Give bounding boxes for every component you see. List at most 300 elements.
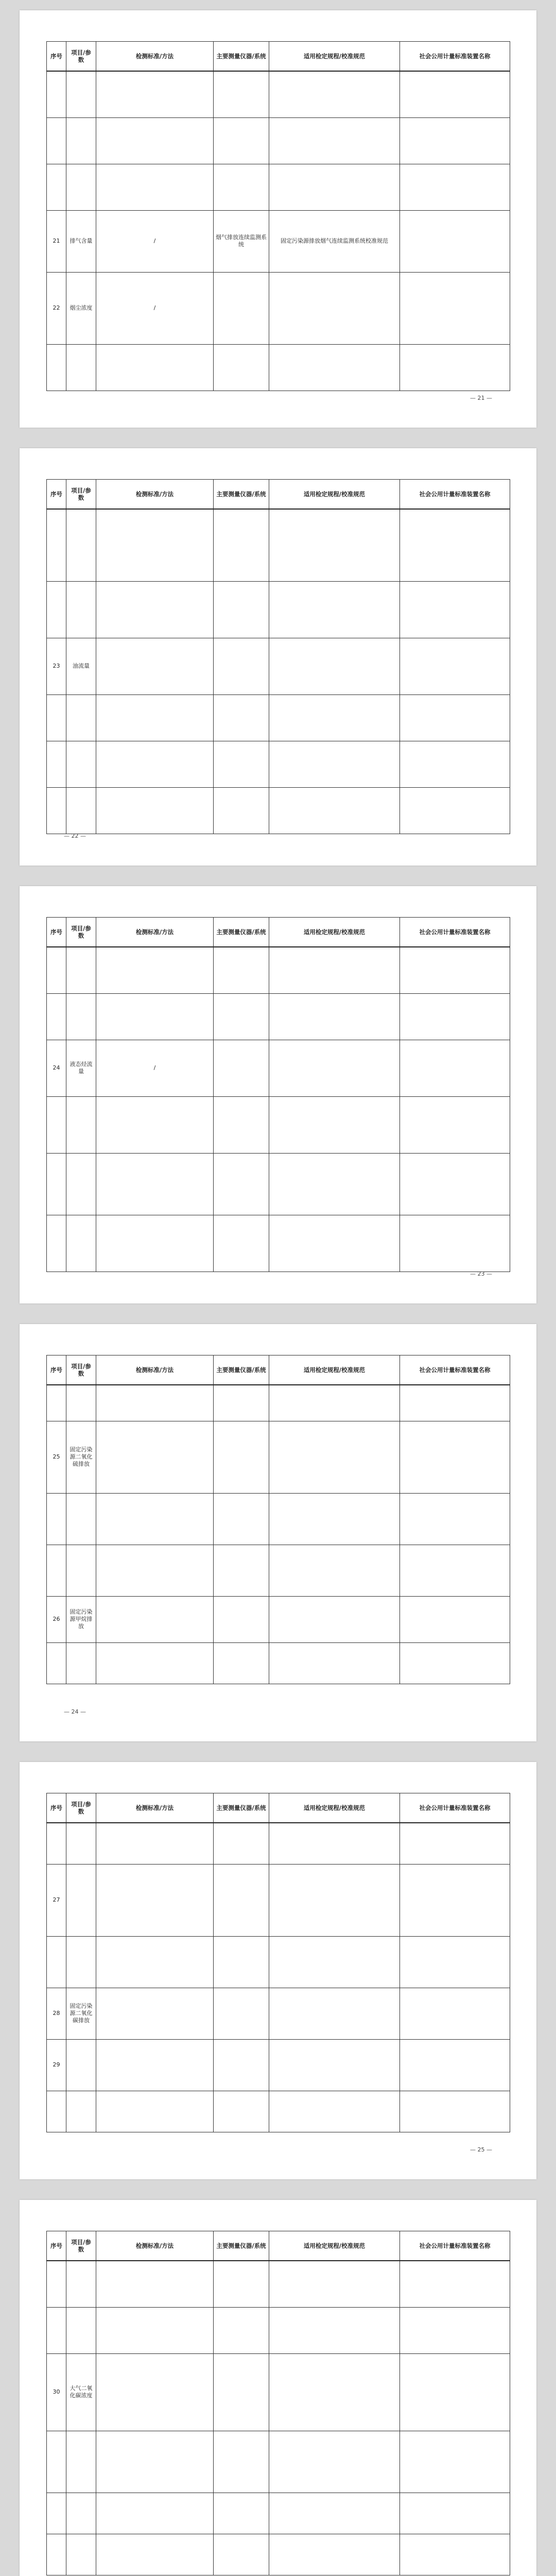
cell-instrument [214, 344, 269, 391]
cell-param: 固定污染源二氧化硫排放 [66, 1421, 96, 1493]
cell-method [96, 117, 214, 164]
cell-procedure [269, 694, 400, 741]
cell-instrument [214, 694, 269, 741]
cell-procedure [269, 272, 400, 344]
header-param: 项目/参数 [66, 42, 96, 72]
cell-procedure [269, 1421, 400, 1493]
cell-instrument [214, 509, 269, 581]
standards-table [46, 2231, 510, 2575]
header-standard: 社会公用计量标准装置名称 [400, 1355, 510, 1385]
cell-procedure [269, 2353, 400, 2431]
cell-no [47, 2307, 66, 2353]
cell-instrument [214, 1153, 269, 1215]
cell-no: 28 [47, 1988, 66, 2039]
cell-standard [400, 164, 510, 210]
cell-standard [400, 1988, 510, 2039]
header-param: 项目/参数 [66, 1793, 96, 1823]
cell-instrument [214, 2493, 269, 2534]
cell-procedure [269, 1493, 400, 1545]
cell-instrument [214, 581, 269, 638]
header-procedure: 适用检定规程/校准规范 [269, 1355, 400, 1385]
header-instrument: 主要测量仪器/系统 [214, 42, 269, 72]
cell-param [66, 694, 96, 741]
cell-method [96, 638, 214, 694]
cell-param [66, 2431, 96, 2493]
cell-instrument [214, 117, 269, 164]
header-instrument: 主要测量仪器/系统 [214, 1793, 269, 1823]
cell-param [66, 1096, 96, 1153]
cell-standard [400, 1936, 510, 1988]
cell-no [47, 1153, 66, 1215]
cell-procedure [269, 2431, 400, 2493]
cell-instrument [214, 2261, 269, 2307]
table-header-row [47, 1355, 510, 1385]
cell-method [96, 947, 214, 993]
cell-instrument [214, 741, 269, 787]
cell-procedure [269, 581, 400, 638]
table-row [47, 741, 510, 787]
cell-no [47, 2534, 66, 2575]
cell-method: / [96, 272, 214, 344]
cell-procedure [269, 2091, 400, 2132]
cell-instrument [214, 71, 269, 117]
table-header-row [47, 42, 510, 72]
cell-procedure [269, 117, 400, 164]
cell-procedure [269, 344, 400, 391]
cell-param [66, 741, 96, 787]
table-row [47, 344, 510, 391]
cell-method [96, 1385, 214, 1421]
table-row [47, 787, 510, 834]
cell-standard [400, 1493, 510, 1545]
cell-standard [400, 2534, 510, 2575]
header-instrument: 主要测量仪器/系统 [214, 918, 269, 947]
header-method: 检测标准/方法 [96, 1793, 214, 1823]
cell-standard [400, 2353, 510, 2431]
header-procedure: 适用检定规程/校准规范 [269, 42, 400, 72]
cell-no [47, 1642, 66, 1684]
table-header-row [47, 1793, 510, 1823]
table-row [47, 2307, 510, 2353]
header-param: 项目/参数 [66, 918, 96, 947]
cell-standard [400, 1823, 510, 1864]
cell-no [47, 117, 66, 164]
table-row [47, 993, 510, 1040]
table-row [47, 1215, 510, 1272]
table-row [47, 272, 510, 344]
cell-procedure [269, 1823, 400, 1864]
cell-no: 27 [47, 1864, 66, 1936]
cell-instrument [214, 2307, 269, 2353]
standards-table [46, 1793, 510, 2132]
cell-param [66, 1864, 96, 1936]
table-row [47, 1988, 510, 2039]
cell-procedure [269, 2261, 400, 2307]
cell-param [66, 1642, 96, 1684]
table-header-row [47, 480, 510, 510]
cell-standard [400, 1096, 510, 1153]
document-page [20, 886, 536, 1303]
cell-param [66, 2261, 96, 2307]
table-row [47, 164, 510, 210]
cell-instrument [214, 1864, 269, 1936]
page-number: — 21 — [470, 395, 492, 401]
header-procedure: 适用检定规程/校准规范 [269, 1793, 400, 1823]
cell-no [47, 947, 66, 993]
cell-standard [400, 1596, 510, 1642]
cell-no [47, 993, 66, 1040]
cell-param [66, 947, 96, 993]
cell-no [47, 1823, 66, 1864]
cell-standard [400, 509, 510, 581]
table-row [47, 1936, 510, 1988]
cell-method [96, 1215, 214, 1272]
cell-param [66, 164, 96, 210]
cell-param [66, 117, 96, 164]
cell-procedure [269, 1988, 400, 2039]
cell-no: 30 [47, 2353, 66, 2431]
table-row [47, 638, 510, 694]
cell-standard [400, 1215, 510, 1272]
cell-no [47, 1493, 66, 1545]
cell-no [47, 2431, 66, 2493]
document-page [20, 448, 536, 866]
table-row [47, 2493, 510, 2534]
cell-standard [400, 344, 510, 391]
cell-no [47, 1096, 66, 1153]
cell-no [47, 1215, 66, 1272]
cell-no [47, 2261, 66, 2307]
cell-no [47, 1545, 66, 1596]
cell-param [66, 1215, 96, 1272]
table-row [47, 1493, 510, 1545]
cell-instrument [214, 1040, 269, 1096]
table-row [47, 2261, 510, 2307]
table-row [47, 694, 510, 741]
cell-standard [400, 1040, 510, 1096]
cell-procedure [269, 2039, 400, 2091]
page-number: — 25 — [470, 2146, 492, 2153]
cell-standard [400, 1421, 510, 1493]
cell-no: 25 [47, 1421, 66, 1493]
cell-instrument [214, 1596, 269, 1642]
cell-param [66, 2534, 96, 2575]
cell-standard [400, 71, 510, 117]
cell-no: 22 [47, 272, 66, 344]
cell-method [96, 741, 214, 787]
header-procedure: 适用检定规程/校准规范 [269, 480, 400, 510]
cell-method [96, 1493, 214, 1545]
cell-method [96, 1545, 214, 1596]
cell-method [96, 1642, 214, 1684]
header-procedure: 适用检定规程/校准规范 [269, 2231, 400, 2261]
standards-table [46, 917, 510, 1272]
cell-procedure [269, 1596, 400, 1642]
table-row [47, 1545, 510, 1596]
table-row [47, 581, 510, 638]
cell-param [66, 993, 96, 1040]
cell-no [47, 344, 66, 391]
cell-procedure: 固定污染源排放烟气连续监测系统校准规范 [269, 210, 400, 272]
table-row [47, 1823, 510, 1864]
cell-standard [400, 947, 510, 993]
cell-procedure [269, 2307, 400, 2353]
cell-method [96, 2534, 214, 2575]
table-row [47, 1096, 510, 1153]
cell-instrument [214, 1421, 269, 1493]
cell-param [66, 787, 96, 834]
cell-param [66, 1493, 96, 1545]
cell-standard [400, 2039, 510, 2091]
table-row [47, 2431, 510, 2493]
cell-param: 油流量 [66, 638, 96, 694]
header-method: 检测标准/方法 [96, 480, 214, 510]
cell-procedure [269, 2493, 400, 2534]
cell-param: 大气二氧化碳浓度 [66, 2353, 96, 2431]
standards-table [46, 41, 510, 391]
cell-standard [400, 1642, 510, 1684]
cell-instrument [214, 638, 269, 694]
cell-param [66, 2091, 96, 2132]
cell-standard [400, 210, 510, 272]
cell-procedure [269, 71, 400, 117]
header-no: 序号 [47, 2231, 66, 2261]
cell-no [47, 71, 66, 117]
table-row [47, 509, 510, 581]
cell-method [96, 787, 214, 834]
cell-no [47, 787, 66, 834]
cell-standard [400, 2493, 510, 2534]
cell-instrument [214, 1936, 269, 1988]
table-row [47, 1040, 510, 1096]
cell-instrument [214, 787, 269, 834]
cell-param [66, 71, 96, 117]
header-standard: 社会公用计量标准装置名称 [400, 480, 510, 510]
table-row [47, 1642, 510, 1684]
cell-procedure [269, 2534, 400, 2575]
document-page [20, 2200, 536, 2576]
cell-method [96, 2493, 214, 2534]
table-row [47, 1864, 510, 1936]
cell-no [47, 164, 66, 210]
cell-standard [400, 2091, 510, 2132]
cell-method [96, 1988, 214, 2039]
cell-param [66, 581, 96, 638]
cell-method [96, 694, 214, 741]
standards-table [46, 1355, 510, 1684]
cell-procedure [269, 509, 400, 581]
cell-instrument [214, 947, 269, 993]
cell-procedure [269, 1642, 400, 1684]
cell-method: / [96, 1040, 214, 1096]
cell-param: 固定污染源二氧化碳排放 [66, 1988, 96, 2039]
table-row [47, 1596, 510, 1642]
cell-no [47, 509, 66, 581]
document-page [20, 1762, 536, 2179]
cell-procedure [269, 1215, 400, 1272]
cell-no: 29 [47, 2039, 66, 2091]
cell-instrument [214, 2353, 269, 2431]
cell-method [96, 2431, 214, 2493]
cell-param [66, 509, 96, 581]
cell-method [96, 1096, 214, 1153]
cell-procedure [269, 1385, 400, 1421]
cell-method [96, 509, 214, 581]
cell-standard [400, 2261, 510, 2307]
header-no: 序号 [47, 480, 66, 510]
header-param: 项目/参数 [66, 1355, 96, 1385]
table-row [47, 1385, 510, 1421]
cell-instrument [214, 993, 269, 1040]
cell-method [96, 581, 214, 638]
cell-standard [400, 1545, 510, 1596]
cell-standard [400, 694, 510, 741]
cell-method [96, 1153, 214, 1215]
header-no: 序号 [47, 42, 66, 72]
header-standard: 社会公用计量标准装置名称 [400, 918, 510, 947]
cell-standard [400, 1153, 510, 1215]
cell-no [47, 2091, 66, 2132]
table-row [47, 2039, 510, 2091]
cell-standard [400, 117, 510, 164]
cell-instrument [214, 1823, 269, 1864]
cell-param [66, 1385, 96, 1421]
header-procedure: 适用检定规程/校准规范 [269, 918, 400, 947]
table-header-row [47, 2231, 510, 2261]
table-row [47, 210, 510, 272]
cell-standard [400, 2431, 510, 2493]
cell-instrument [214, 1385, 269, 1421]
table-row [47, 2091, 510, 2132]
cell-instrument [214, 1988, 269, 2039]
cell-param [66, 2039, 96, 2091]
header-standard: 社会公用计量标准装置名称 [400, 2231, 510, 2261]
cell-param: 烟尘浓度 [66, 272, 96, 344]
cell-method [96, 71, 214, 117]
cell-standard [400, 638, 510, 694]
cell-method [96, 2261, 214, 2307]
cell-method [96, 344, 214, 391]
header-no: 序号 [47, 1355, 66, 1385]
header-instrument: 主要测量仪器/系统 [214, 480, 269, 510]
cell-method [96, 2091, 214, 2132]
cell-procedure [269, 164, 400, 210]
cell-method [96, 164, 214, 210]
cell-param [66, 1545, 96, 1596]
cell-method [96, 2039, 214, 2091]
header-no: 序号 [47, 1793, 66, 1823]
cell-instrument [214, 164, 269, 210]
standards-table [46, 479, 510, 834]
header-method: 检测标准/方法 [96, 42, 214, 72]
cell-param: 液态烃流量 [66, 1040, 96, 1096]
table-row [47, 1421, 510, 1493]
table-row [47, 1153, 510, 1215]
cell-procedure [269, 1096, 400, 1153]
header-method: 检测标准/方法 [96, 918, 214, 947]
cell-procedure [269, 1545, 400, 1596]
cell-method [96, 1421, 214, 1493]
cell-no [47, 581, 66, 638]
cell-method [96, 993, 214, 1040]
header-method: 检测标准/方法 [96, 2231, 214, 2261]
header-param: 项目/参数 [66, 480, 96, 510]
cell-no [47, 741, 66, 787]
cell-instrument [214, 2039, 269, 2091]
cell-param [66, 1823, 96, 1864]
cell-standard [400, 272, 510, 344]
header-no: 序号 [47, 918, 66, 947]
cell-standard [400, 787, 510, 834]
cell-instrument [214, 2091, 269, 2132]
header-method: 检测标准/方法 [96, 1355, 214, 1385]
cell-param [66, 344, 96, 391]
cell-standard [400, 581, 510, 638]
table-header-row [47, 918, 510, 947]
cell-standard [400, 1864, 510, 1936]
cell-instrument [214, 2534, 269, 2575]
cell-standard [400, 993, 510, 1040]
page-number: — 24 — [64, 1708, 86, 1715]
cell-method [96, 1864, 214, 1936]
table-row [47, 2534, 510, 2575]
cell-instrument [214, 1642, 269, 1684]
cell-method [96, 2307, 214, 2353]
document-page [20, 1324, 536, 1741]
document-page [20, 10, 536, 428]
cell-standard [400, 1385, 510, 1421]
cell-standard [400, 2307, 510, 2353]
cell-instrument [214, 1215, 269, 1272]
cell-method: / [96, 210, 214, 272]
cell-instrument [214, 272, 269, 344]
table-row [47, 947, 510, 993]
page-number: — 22 — [64, 833, 86, 839]
header-standard: 社会公用计量标准装置名称 [400, 42, 510, 72]
table-row [47, 117, 510, 164]
cell-no [47, 2493, 66, 2534]
cell-param [66, 2493, 96, 2534]
cell-instrument [214, 2431, 269, 2493]
cell-procedure [269, 1040, 400, 1096]
cell-procedure [269, 1864, 400, 1936]
cell-no [47, 1385, 66, 1421]
cell-param [66, 2307, 96, 2353]
cell-procedure [269, 741, 400, 787]
cell-instrument [214, 1096, 269, 1153]
cell-param [66, 1153, 96, 1215]
cell-no: 24 [47, 1040, 66, 1096]
cell-no: 23 [47, 638, 66, 694]
cell-standard [400, 741, 510, 787]
cell-instrument [214, 1493, 269, 1545]
cell-procedure [269, 1936, 400, 1988]
cell-instrument: 烟气排放连续监测系统 [214, 210, 269, 272]
cell-no: 21 [47, 210, 66, 272]
cell-no [47, 694, 66, 741]
cell-procedure [269, 787, 400, 834]
cell-method [96, 1936, 214, 1988]
page-number: — 23 — [470, 1270, 492, 1277]
cell-param: 固定污染源甲烷排放 [66, 1596, 96, 1642]
cell-param: 排气含量 [66, 210, 96, 272]
cell-procedure [269, 638, 400, 694]
cell-procedure [269, 947, 400, 993]
header-instrument: 主要测量仪器/系统 [214, 2231, 269, 2261]
cell-no [47, 1936, 66, 1988]
header-param: 项目/参数 [66, 2231, 96, 2261]
cell-method [96, 1596, 214, 1642]
